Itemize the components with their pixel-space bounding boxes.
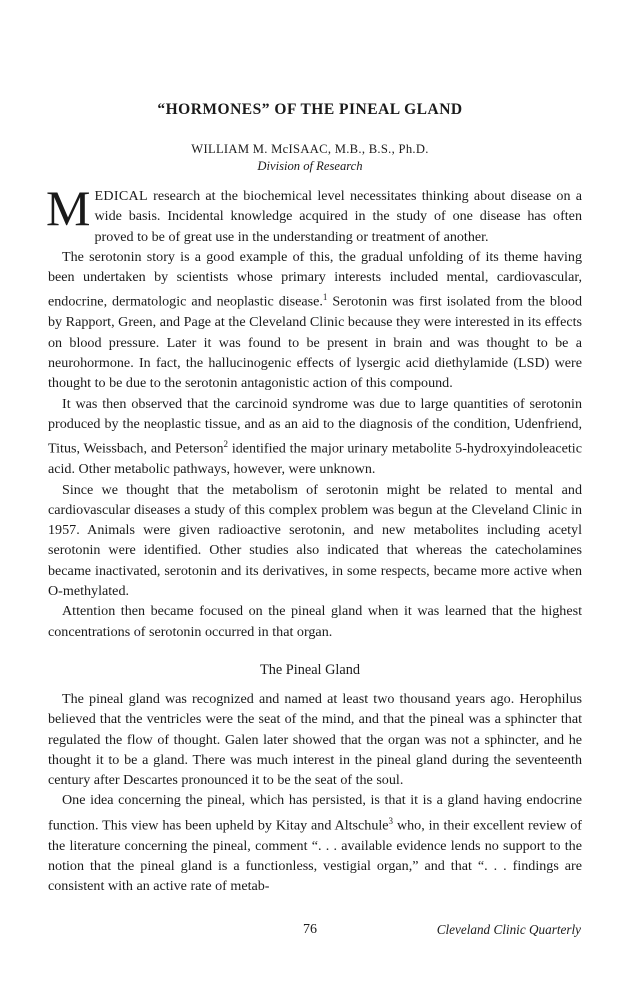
paragraph [48,790,582,896]
paragraph [48,394,582,480]
paragraph-text: who, in their excellent review of the literature concerning the pineal, comment “. . . available evidence lends no support to the notion that the pineal gland is a functionless, vestigial organ,” and that “. . . findings are consistent with an active rate of metab- [48,817,582,895]
paragraph-text: research at the biochemical level necessitates thinking about disease on a wide basis. Incidental knowledge acquired in the study of one disease has often proved to be of great use in the understanding or treatment of another. [94,188,582,245]
lead-caps: EDICAL [94,188,148,204]
author-division: Division of Research [257,159,363,173]
intro-section [46,180,582,642]
paragraph [46,180,582,247]
paragraph-text: One idea concerning the pineal, which has persisted, is that it is a gland having endocrine function. This view has been upheld by Kitay and Altschule [48,792,582,834]
paragraph: Since we thought that the metabolism of serotonin might be related to mental and cardiovascular diseases a study of this complex problem was begun at the Cleveland Clinic in 1957. Animals were given radioactive serotonin, and new metabolites including acetyl serotonin were identified. Other studies also indicated that whereas the catecholamines became inactivated, serotonin and its derivatives, in some respects, became more active when O-methylated. [48,481,582,600]
paragraph-text: It was then observed that the carcinoid syndrome was due to large quantities of serotonin produced by the neoplastic tissue, and as an aid to the diagnosis of the condition, Udenfriend, Titus, Weissbach, and Peterson [48,395,582,457]
paragraph-text: Serotonin was first isolated from the blood by Rapport, Green, and Page at the Cleveland Clinic because they were interested in its effects on blood pressure. Later it was found to be present in brain and was thought to be a neurohormone. In fact, the hallucinogenic effects of lysergic acid diethylamide (LSD) were thought to be due to the serotonin antagonistic action of this compound. [48,294,582,392]
drop-cap: M [46,180,91,236]
article-author: WILLIAM M. McISAAC, M.B., B.S., Ph.D. [191,142,429,156]
paragraph-text: identified the major urinary metabolite 5-hydroxyindoleacetic acid. Other metabolic pathways, however, were unknown. [48,440,582,478]
paragraph-text: The serotonin story is a good example of this, the gradual unfolding of its theme having been undertaken by scientists whose primary interests included mental, cardiovascular, endocrine, dermatologic and neoplastic disease. [48,248,582,311]
pineal-section [48,689,582,897]
article-title: “HORMONES” OF THE PINEAL GLAND [157,101,463,118]
section-heading: The Pineal Gland [259,662,361,678]
page-number: 76 [303,922,317,937]
reference-mark: 3 [388,815,394,826]
journal-name: Cleveland Clinic Quarterly [436,922,581,937]
paragraph [48,247,582,394]
paragraph: Attention then became focused on the pineal gland when it was learned that the highest concentrations of serotonin occurred in that organ. [48,603,582,640]
paragraph: The pineal gland was recognized and named at least two thousand years ago. Herophilus believed that the ventricles were the seat of the mind, and that the pineal was a sphincter that regulated the flow of thought. Galen later showed that the organ was not a sphincter, and he thought it to be a gland. There was much interest in the pineal gland during the seventeenth century after Descartes pronounced it to be the seat of the soul. [48,691,582,789]
reference-mark: 2 [223,439,229,450]
reference-mark: 1 [322,292,328,303]
